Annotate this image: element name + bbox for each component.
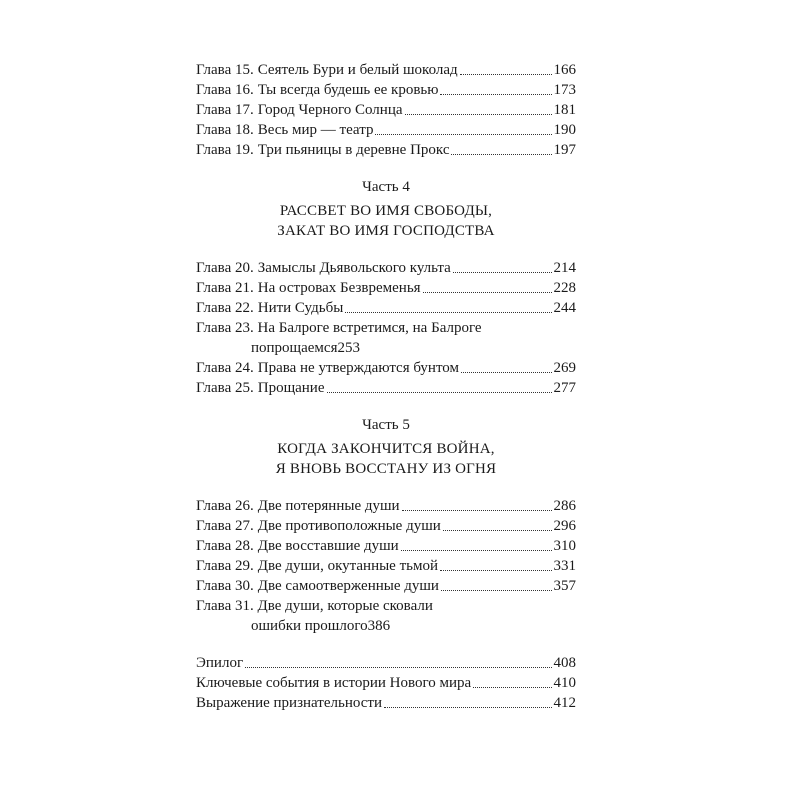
chapter-number: Глава 17.	[196, 102, 254, 118]
toc-entry[interactable]	[196, 673, 576, 693]
dot-leader	[440, 90, 551, 95]
chapter-title-continued: ошибки прошлого	[251, 618, 368, 634]
chapter-number: Глава 30.	[196, 578, 254, 594]
toc-entry-first-line	[196, 318, 576, 338]
page-number: 181	[553, 102, 576, 118]
part-heading-5	[196, 415, 576, 479]
chapter-title: Две восставшие души	[257, 538, 399, 554]
chapter-title: Весь мир — театр	[257, 122, 374, 138]
section-title: Выражение признательности	[196, 695, 382, 711]
dot-leader	[245, 663, 551, 668]
page-number: 296	[553, 518, 576, 534]
chapter-list-part3	[196, 60, 576, 160]
chapter-number: Глава 20.	[196, 260, 254, 276]
page-number: 214	[553, 260, 576, 276]
page-number: 190	[553, 122, 576, 138]
chapter-number: Глава 29.	[196, 558, 254, 574]
chapter-number: Глава 16.	[196, 82, 254, 98]
chapter-title: Сеятель Бури и белый шоколад	[257, 62, 458, 78]
part-title-line: ЗАКАТ ВО ИМЯ ГОСПОДСТВА	[277, 223, 495, 239]
chapter-title: На островах Безвременья	[257, 280, 421, 296]
toc-entry[interactable]	[196, 298, 576, 318]
page-number: 357	[553, 578, 576, 594]
toc-entry[interactable]	[196, 576, 576, 596]
chapter-number: Глава 18.	[196, 122, 254, 138]
toc-entry[interactable]	[196, 693, 576, 713]
page-number: 310	[553, 538, 576, 554]
chapter-number: Глава 22.	[196, 300, 254, 316]
chapter-title: Город Черного Солнца	[257, 102, 403, 118]
section-title: Эпилог	[196, 655, 244, 671]
toc-entry[interactable]	[196, 80, 576, 100]
chapter-title: Три пьяницы в деревне Прокс	[257, 142, 450, 158]
chapter-number: Глава 28.	[196, 538, 254, 554]
page-number: 386	[367, 618, 391, 634]
toc-entry[interactable]	[196, 516, 576, 536]
dot-leader	[441, 586, 552, 591]
page-number: 410	[553, 675, 576, 691]
dot-leader	[423, 288, 552, 293]
dot-leader	[402, 506, 552, 511]
page-number: 277	[553, 380, 576, 396]
toc-entry[interactable]	[196, 556, 576, 576]
chapter-list-part4	[196, 258, 576, 398]
chapter-number: Глава 24.	[196, 360, 254, 376]
dot-leader	[473, 683, 551, 688]
toc-entry[interactable]	[196, 100, 576, 120]
page-number: 166	[553, 62, 576, 78]
toc-entry[interactable]	[196, 496, 576, 516]
chapter-number: Глава 15.	[196, 62, 254, 78]
dot-leader	[327, 388, 552, 393]
dot-leader	[453, 268, 552, 273]
page-number: 173	[553, 82, 576, 98]
chapter-title: Две противоположные души	[257, 518, 441, 534]
chapter-title-continued: попрощаемся	[251, 340, 338, 356]
toc-entry[interactable]	[196, 60, 576, 80]
toc-entry[interactable]	[196, 378, 576, 398]
part-heading-4	[196, 177, 576, 241]
part-label: Часть 4	[362, 179, 410, 195]
toc-entry[interactable]	[196, 536, 576, 556]
toc-entry[interactable]	[196, 120, 576, 140]
chapter-number: Глава 26.	[196, 498, 254, 514]
chapter-number: Глава 25.	[196, 380, 254, 396]
chapter-title: Две души, которые сковали	[257, 598, 433, 614]
part-title-line: КОГДА ЗАКОНЧИТСЯ ВОЙНА,	[277, 441, 495, 457]
toc-entry-multiline[interactable]	[196, 318, 576, 358]
dot-leader	[461, 368, 551, 373]
toc-entry-multiline[interactable]	[196, 596, 576, 636]
toc-entry[interactable]	[196, 653, 576, 673]
page-number: 269	[553, 360, 576, 376]
toc-entry[interactable]	[196, 358, 576, 378]
dot-leader	[345, 308, 551, 313]
page-number: 228	[553, 280, 576, 296]
part-label: Часть 5	[362, 417, 410, 433]
chapter-title: Нити Судьбы	[257, 300, 344, 316]
chapter-title: Две самоотверженные души	[257, 578, 439, 594]
chapter-number: Глава 23.	[196, 320, 254, 336]
part-title-line: РАССВЕТ ВО ИМЯ СВОБОДЫ,	[279, 203, 493, 219]
chapter-number: Глава 19.	[196, 142, 254, 158]
page-number: 412	[553, 695, 576, 711]
chapter-title: Права не утверждаются бунтом	[257, 360, 460, 376]
toc-entry-continuation	[196, 338, 576, 358]
chapter-title: Две потерянные души	[257, 498, 400, 514]
dot-leader	[440, 566, 551, 571]
toc-entry-continuation	[196, 616, 576, 636]
dot-leader	[443, 526, 552, 531]
dot-leader	[384, 703, 552, 708]
chapter-number: Глава 31.	[196, 598, 254, 614]
dot-leader	[405, 110, 552, 115]
toc-entry[interactable]	[196, 140, 576, 160]
chapter-list-part5	[196, 496, 576, 636]
chapter-title: Ты всегда будешь ее кровью	[257, 82, 439, 98]
page-number: 286	[553, 498, 576, 514]
part-title-line: Я ВНОВЬ ВОССТАНУ ИЗ ОГНЯ	[275, 461, 497, 477]
dot-leader	[460, 70, 552, 75]
page-number: 197	[553, 142, 576, 158]
toc-entry[interactable]	[196, 258, 576, 278]
section-title: Ключевые события в истории Нового мира	[196, 675, 472, 691]
toc-entry-first-line	[196, 596, 576, 616]
chapter-number: Глава 27.	[196, 518, 254, 534]
dot-leader	[451, 150, 551, 155]
chapter-title: Две души, окутанные тьмой	[257, 558, 439, 574]
chapter-number: Глава 21.	[196, 280, 254, 296]
dot-leader	[401, 546, 552, 551]
dot-leader	[375, 130, 551, 135]
page-number: 331	[553, 558, 576, 574]
chapter-title: На Балроге встретимся, на Балроге	[257, 320, 482, 336]
back-matter-list	[196, 653, 576, 713]
toc-entry[interactable]	[196, 278, 576, 298]
page-number: 253	[337, 340, 360, 356]
chapter-title: Прощание	[257, 380, 325, 396]
table-of-contents	[196, 60, 576, 713]
page-number: 244	[553, 300, 576, 316]
chapter-title: Замыслы Дьявольского культа	[257, 260, 451, 276]
page-number: 408	[553, 655, 576, 671]
